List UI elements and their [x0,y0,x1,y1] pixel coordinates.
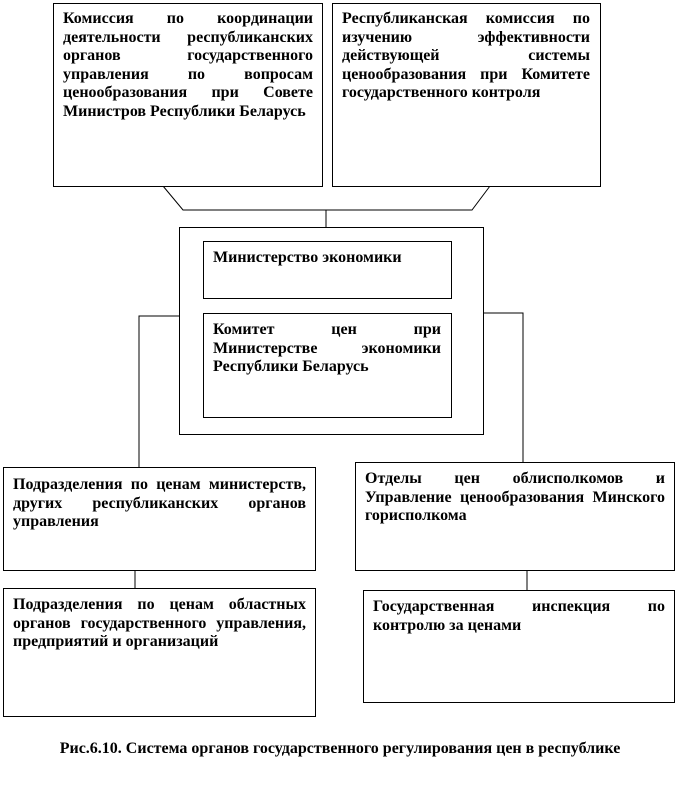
figure-caption: Рис.6.10. Система органов государственного регулирования цен в республике [59,740,621,757]
state-price-inspection-text: Государственная инспекция по контролю за ценами [373,598,665,634]
regional-price-divisions-text: Подразделения по ценам областных органов государственного управления, предприятий и организаций [13,596,306,650]
prices-committee-text: Комитет цен при Министерстве экономики Республики Беларусь [213,321,441,375]
connector-top-right [326,186,490,210]
ministry-economy-text: Министерство экономики [213,249,402,266]
connector-left [139,316,180,467]
ministries-price-divisions-text: Подразделения по ценам министерств, других республиканских органов управления [13,476,306,530]
commission-coordination-text: Комиссия по координации деятельности республиканских органов государственного управления по вопросам ценообразования при Совете Министров Республики Беларусь [63,10,313,120]
connector-top-left [163,186,326,210]
commission-efficiency-text: Республиканская комиссия по изучению эффективности действующей системы ценообразования при Комитете государственного контроля [342,10,590,101]
oblast-price-departments-text: Отделы цен облисполкомов и Управление ценообразования Минского горисполкома [365,470,665,524]
connector-right [483,313,523,462]
